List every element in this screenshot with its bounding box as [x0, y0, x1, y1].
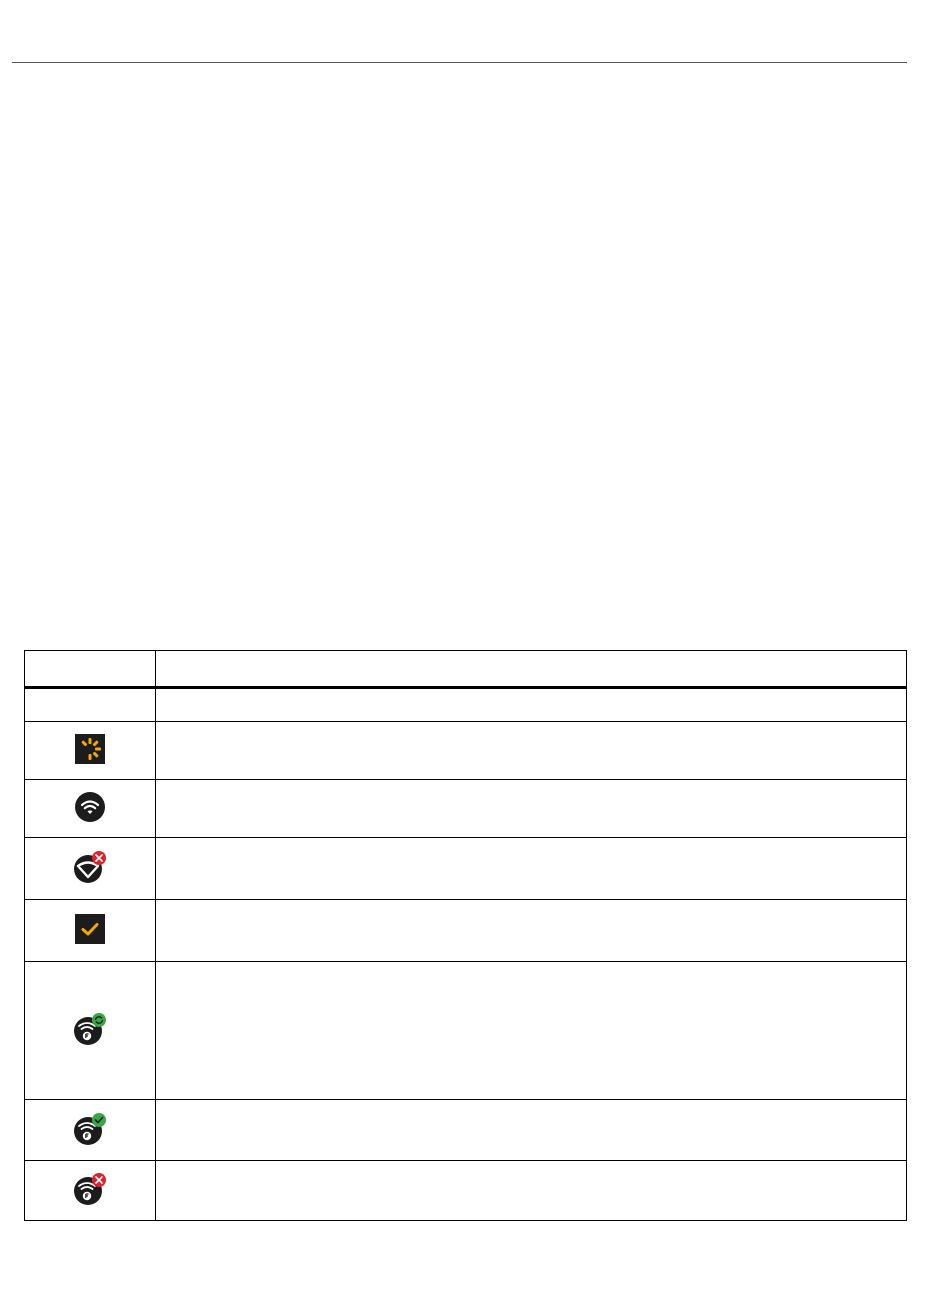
- icon-cell: [25, 1161, 156, 1221]
- icon-cell: [25, 722, 156, 780]
- wifi-icon: [73, 790, 107, 824]
- icon-legend-table: [24, 650, 907, 1221]
- description-column-header: [156, 651, 907, 688]
- page-header: [12, 0, 906, 62]
- description-cell: [156, 900, 907, 962]
- icon-cell: [25, 1100, 156, 1161]
- description-cell: [156, 1100, 907, 1161]
- table-header-row: [25, 651, 907, 688]
- wifi-sync-icon: [73, 1012, 107, 1046]
- description-cell: [156, 1161, 907, 1221]
- icon-cell: [25, 780, 156, 838]
- table-row: [25, 1100, 907, 1161]
- table-row: [25, 780, 907, 838]
- table-row: [25, 688, 907, 722]
- loading-spinner-icon: [73, 732, 107, 766]
- icon-cell: [25, 962, 156, 1100]
- table-row: [25, 900, 907, 962]
- header-divider: [12, 62, 907, 63]
- icon-cell: [25, 838, 156, 900]
- wifi-fail-icon: [73, 1172, 107, 1206]
- description-cell: [156, 838, 907, 900]
- wifi-success-icon: [73, 1112, 107, 1146]
- table-row: [25, 838, 907, 900]
- table-row: [25, 962, 907, 1100]
- description-cell: [156, 688, 907, 722]
- checkmark-icon: [73, 912, 107, 946]
- table-row: [25, 1161, 907, 1221]
- table-row: [25, 722, 907, 780]
- icon-cell: [25, 900, 156, 962]
- icon-cell: [25, 688, 156, 722]
- wifi-error-icon: [73, 850, 107, 884]
- description-cell: [156, 780, 907, 838]
- description-cell: [156, 722, 907, 780]
- description-cell: [156, 962, 907, 1100]
- icon-column-header: [25, 651, 156, 688]
- body-text-area: [22, 80, 907, 620]
